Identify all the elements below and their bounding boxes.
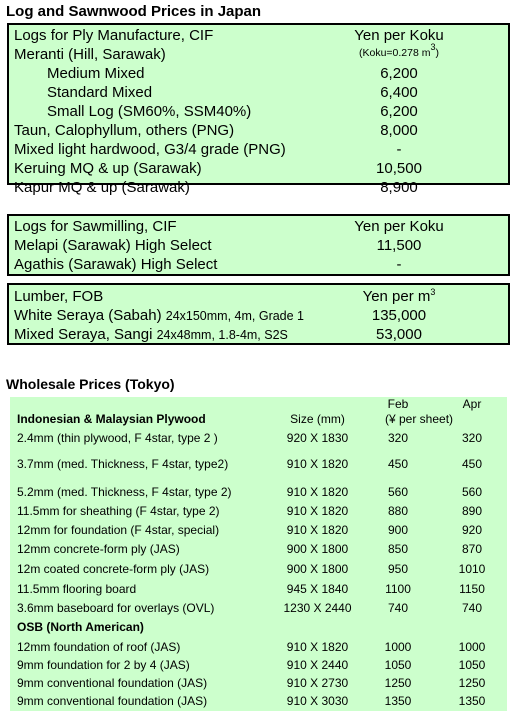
price-feb: 1100 bbox=[385, 582, 411, 596]
col-unit: (¥ per sheet) bbox=[385, 412, 454, 426]
sawmill-log-label: Agathis (Sarawak) High Select bbox=[14, 256, 218, 273]
lumber-label: Mixed Seraya, Sangi 24x48mm, 1.8-4m, S2S bbox=[14, 326, 288, 343]
product-name: 12m coated concrete-form ply (JAS) bbox=[17, 562, 210, 576]
product-name: 5.2mm (med. Thickness, F 4star, type 2) bbox=[17, 485, 232, 499]
price-feb: 1050 bbox=[384, 658, 412, 672]
ply-log-row bbox=[9, 140, 508, 159]
product-name: 11.5mm for sheathing (F 4star, type 2) bbox=[17, 504, 220, 518]
price-feb: 950 bbox=[387, 562, 409, 576]
product-size: 945 X 1840 bbox=[286, 582, 349, 596]
section-osb: OSB (North American) bbox=[17, 620, 144, 634]
price-apr: 1150 bbox=[459, 582, 485, 596]
price-feb: 320 bbox=[387, 431, 409, 445]
price-feb: 560 bbox=[387, 485, 409, 499]
lumber-label: White Seraya (Sabah) 24x150mm, 4m, Grade 1 bbox=[14, 307, 305, 324]
lumber-row bbox=[9, 306, 508, 325]
sawmill-log-row bbox=[9, 255, 508, 274]
product-size: 910 X 2440 bbox=[286, 658, 349, 672]
col-apr: Apr bbox=[462, 397, 482, 411]
lumber-header bbox=[9, 287, 508, 306]
lumber-box bbox=[7, 283, 510, 345]
ply-log-label: Keruing MQ & up (Sarawak) bbox=[14, 160, 202, 177]
product-name: 12mm for foundation (F 4star, special) bbox=[17, 523, 220, 537]
price-apr: 560 bbox=[461, 485, 483, 499]
price-apr: 1350 bbox=[458, 694, 486, 708]
ply-log-value: 6,400 bbox=[380, 84, 418, 101]
ply-log-label: Standard Mixed bbox=[47, 84, 153, 101]
product-size: 900 X 1800 bbox=[286, 542, 349, 556]
sawmill-log-label: Melapi (Sarawak) High Select bbox=[14, 237, 212, 254]
wholesale-title: Wholesale Prices (Tokyo) bbox=[6, 376, 175, 392]
lumber-row bbox=[9, 325, 508, 344]
sawmill-header-label: Logs for Sawmilling, CIF bbox=[14, 218, 177, 235]
price-apr: 320 bbox=[461, 431, 483, 445]
ply-log-row bbox=[9, 178, 508, 197]
product-size: 910 X 2730 bbox=[286, 676, 349, 690]
col-feb: Feb bbox=[387, 397, 409, 411]
lumber-value: 135,000 bbox=[371, 307, 427, 324]
product-name: 11.5mm flooring board bbox=[17, 582, 137, 596]
price-apr: 1250 bbox=[458, 676, 486, 690]
price-feb: 850 bbox=[387, 542, 409, 556]
ply-logs-header-label: Logs for Ply Manufacture, CIF bbox=[14, 27, 214, 44]
product-size: 910 X 3030 bbox=[286, 694, 349, 708]
price-apr: 1050 bbox=[458, 658, 486, 672]
col-size: Size (mm) bbox=[290, 412, 345, 426]
product-name: 3.7mm (med. Thickness, F 4star, type2) bbox=[17, 457, 229, 471]
ply-log-row bbox=[9, 159, 508, 178]
ply-logs-box bbox=[7, 23, 510, 196]
wholesale-table bbox=[10, 397, 507, 711]
price-apr: 870 bbox=[461, 542, 483, 556]
koku-note: (Koku=0.278 $m^3$) bbox=[358, 42, 440, 59]
product-size: 1230 X 2440 bbox=[283, 601, 352, 615]
price-feb: 740 bbox=[387, 601, 409, 615]
product-name: 12mm foundation of roof (JAS) bbox=[17, 640, 181, 654]
price-apr: 920 bbox=[461, 523, 483, 537]
product-name: 9mm conventional foundation (JAS) bbox=[17, 676, 208, 690]
ply-log-label: Small Log (SM60%, SSM40%) bbox=[47, 103, 252, 120]
sawmill-log-row bbox=[9, 236, 508, 255]
price-feb: 450 bbox=[387, 457, 409, 471]
ply-log-row bbox=[9, 121, 508, 140]
product-size: 910 X 1820 bbox=[286, 457, 349, 471]
price-apr: 450 bbox=[461, 457, 483, 471]
product-size: 900 X 1800 bbox=[286, 562, 349, 576]
ply-log-label: Kapur MQ & up (Sarawak) bbox=[14, 179, 190, 196]
ply-log-label: Medium Mixed bbox=[47, 65, 145, 82]
ply-log-label: Taun, Calophyllum, others (PNG) bbox=[14, 122, 235, 139]
price-apr: 740 bbox=[461, 601, 483, 615]
product-name: 9mm foundation for 2 by 4 (JAS) bbox=[17, 658, 190, 672]
sawmill-log-value: - bbox=[396, 256, 402, 273]
ply-log-value: 8,000 bbox=[380, 122, 418, 139]
ply-log-row bbox=[9, 64, 508, 83]
product-name: 3.6mm baseboard for overlays (OVL) bbox=[17, 601, 215, 615]
meranti-group-label: Meranti (Hill, Sarawak) bbox=[14, 46, 166, 63]
price-apr: 890 bbox=[461, 504, 483, 518]
ply-log-row bbox=[9, 83, 508, 102]
sawmill-log-value: 11,500 bbox=[376, 237, 422, 254]
sawmill-header bbox=[9, 217, 508, 236]
ply-log-row bbox=[9, 102, 508, 121]
ply-log-value: 6,200 bbox=[380, 65, 418, 82]
product-name: 2.4mm (thin plywood, F 4star, type 2 ) bbox=[17, 431, 218, 445]
product-size: 910 X 1820 bbox=[286, 640, 349, 654]
price-apr: 1000 bbox=[458, 640, 486, 654]
price-feb: 900 bbox=[387, 523, 409, 537]
meranti-group-row bbox=[9, 42, 508, 64]
product-name: 9mm conventional foundation (JAS) bbox=[17, 694, 208, 708]
price-feb: 880 bbox=[387, 504, 409, 518]
ply-log-label: Mixed light hardwood, G3/4 grade (PNG) bbox=[14, 141, 286, 158]
price-feb: 1350 bbox=[384, 694, 412, 708]
sawmill-header-unit: Yen per Koku bbox=[354, 218, 444, 235]
section-plywood: Indonesian & Malaysian Plywood bbox=[17, 412, 206, 426]
product-size: 910 X 1820 bbox=[286, 523, 349, 537]
ply-log-value: 6,200 bbox=[380, 103, 418, 120]
ply-logs-header-unit: Yen per Koku bbox=[354, 27, 444, 44]
product-name: 12mm concrete-form ply (JAS) bbox=[17, 542, 180, 556]
price-feb: 1000 bbox=[384, 640, 412, 654]
ply-log-value: 10,500 bbox=[376, 160, 422, 177]
ply-log-value: 8,900 bbox=[380, 179, 418, 196]
price-feb: 1250 bbox=[384, 676, 412, 690]
product-size: 910 X 1820 bbox=[286, 485, 349, 499]
lumber-value: 53,000 bbox=[376, 326, 422, 343]
product-size: 920 X 1830 bbox=[286, 431, 349, 445]
ply-log-value: - bbox=[396, 141, 402, 158]
japan-prices-title: Log and Sawnwood Prices in Japan bbox=[6, 3, 262, 20]
price-apr: 1010 bbox=[458, 562, 486, 576]
lumber-header-unit: Yen per $m^3$ bbox=[362, 287, 436, 305]
product-size: 910 X 1820 bbox=[286, 504, 349, 518]
lumber-header-label: Lumber, FOB bbox=[14, 288, 104, 305]
sawmill-logs-box bbox=[7, 214, 510, 276]
